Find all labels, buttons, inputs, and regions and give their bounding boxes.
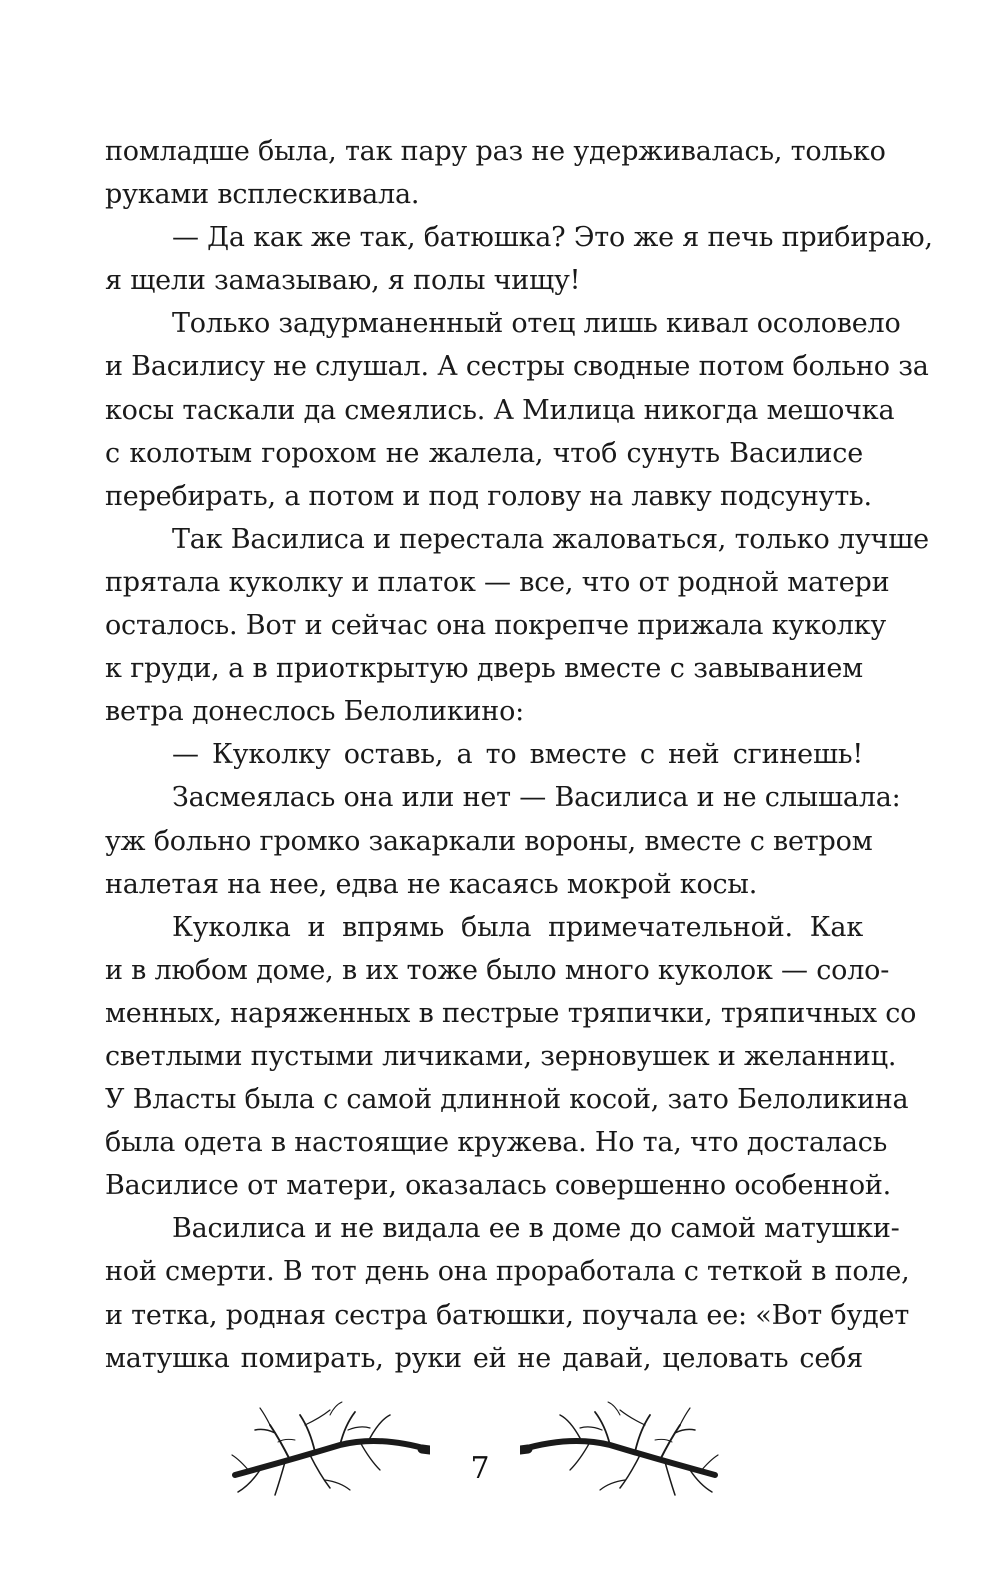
- text-line: я щели замазываю, я полы чищу!: [105, 265, 581, 297]
- text-body: [105, 130, 933, 1380]
- text-line: Засмеялась она или нет — Василиса и не слышала:: [172, 782, 901, 814]
- page-footer: [0, 1400, 1000, 1510]
- text-line: и тетка, родная сестра батюшки, поучала ее: «Вот будет: [105, 1299, 910, 1331]
- text-line: прятала куколку и платок — все, что от родной матери: [105, 566, 890, 598]
- text-line: и в любом доме, в их тоже было много куколок — соло-: [105, 954, 890, 986]
- text-line: перебирать, а потом и под голову на лавку подсунуть.: [105, 480, 872, 512]
- text-line: Василисе от матери, оказалась совершенно особенной.: [105, 1170, 892, 1202]
- text-line: осталось. Вот и сейчас она покрепче прижала куколку: [105, 610, 887, 642]
- page-number: 7: [470, 1451, 490, 1486]
- text-line: была одета в настоящие кружева. Но та, что досталась: [105, 1127, 888, 1159]
- text-line: У Власты была с самой длинной косой, зато Белоликина: [105, 1084, 909, 1116]
- text-line: к груди, а в приоткрытую дверь вместе с завыванием: [105, 653, 863, 685]
- text-line: помладше была, так пару раз не удерживалась, только: [105, 136, 886, 167]
- text-line: косы таскали да смеялись. А Милица никогда мешочка: [105, 394, 895, 426]
- text-line: налетая на нее, едва не касаясь мокрой косы.: [105, 868, 758, 900]
- text-line: ной смерти. В тот день она проработала с теткой в поле,: [105, 1256, 910, 1288]
- text-line: Только задурманенный отец лишь кивал осоловело: [172, 308, 901, 340]
- text-line: Так Василиса и перестала жаловаться, только лучше: [172, 523, 929, 555]
- text-line: — Да как же так, батюшка? Это же я печь прибираю,: [172, 222, 933, 254]
- text-line: руками всплескивала.: [105, 179, 420, 211]
- text-line: и Василису не слушал. А сестры сводные потом больно за: [105, 351, 929, 383]
- text-line: ветра донеслось Белоликино:: [105, 696, 525, 728]
- text-line: Куколка и впрямь была примечательной. Как: [172, 911, 863, 943]
- text-line: матушка помирать, руки ей не давай, целовать себя: [105, 1342, 863, 1374]
- text-line: светлыми пустыми личиками, зерновушек и желанниц.: [105, 1040, 897, 1072]
- bare-branch-icon: [230, 1400, 430, 1500]
- text-line: Василиса и не видала ее в доме до самой матушки-: [172, 1213, 900, 1245]
- text-line: — Куколку оставь, а то вместе с ней сгинешь!: [172, 739, 863, 771]
- text-line: менных, наряженных в пестрые тряпички, тряпичных со: [105, 997, 917, 1029]
- bare-branch-icon: [520, 1400, 720, 1500]
- text-line: уж больно громко закаркали вороны, вместе с ветром: [105, 825, 873, 857]
- text-line: с колотым горохом не жалела, чтоб сунуть Василисе: [105, 437, 863, 469]
